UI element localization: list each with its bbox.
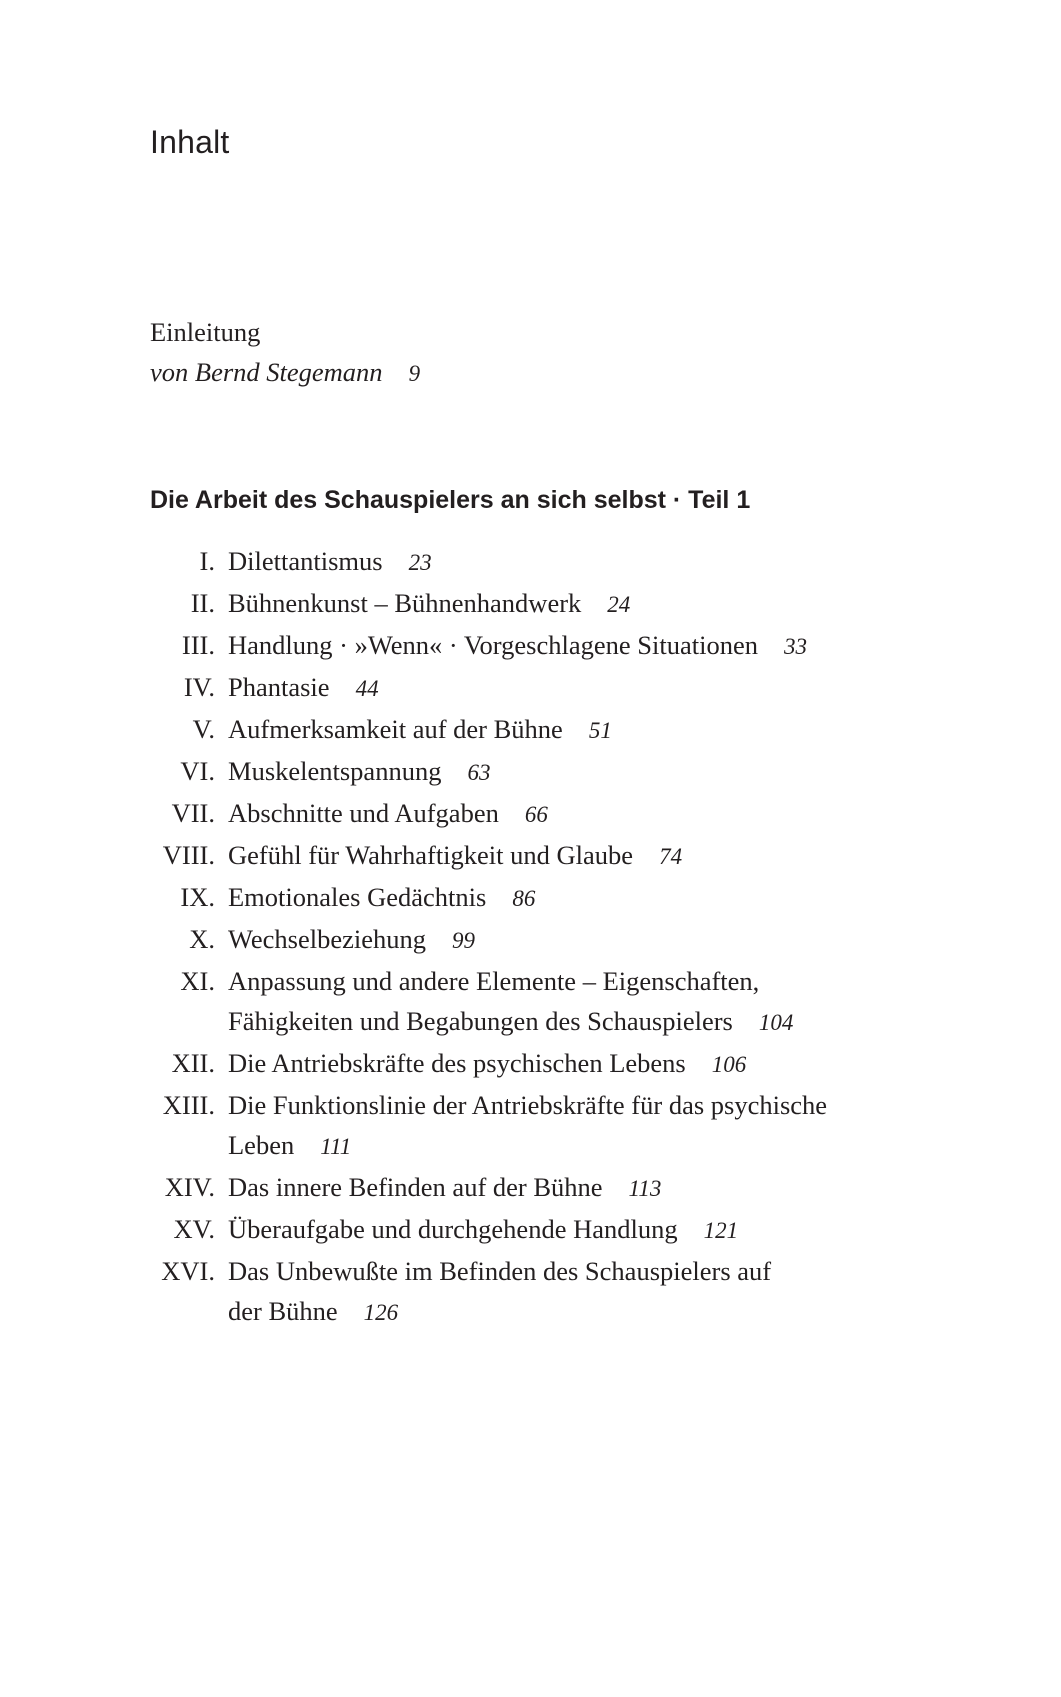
chapter-title: Abschnitte und Aufgaben [228,798,499,828]
chapter-number: I. [199,546,215,576]
chapter-title-line [215,1085,910,1167]
chapter-title: Anpassung und andere Elemente – Eigenschaften, [228,966,760,996]
chapter-title: Wechselbeziehung [228,924,426,954]
chapter-page-number: 74 [659,844,683,869]
chapter-number: XII. [171,1048,215,1078]
chapter-number: IX. [180,882,215,912]
toc-entry [150,751,910,793]
chapter-page-number: 126 [363,1300,399,1325]
toc-entry [150,793,910,835]
toc-entry [150,583,910,625]
chapter-title: Gefühl für Wahrhaftigkeit und Glaube [228,840,634,870]
chapter-title-line [215,1209,910,1251]
chapter-title-line [215,1043,910,1085]
chapter-page-number: 24 [607,592,631,617]
toc-entry [150,667,910,709]
chapter-number: XVI. [161,1256,215,1286]
chapter-title: Muskelentspannung [228,756,442,786]
table-of-contents [150,541,910,1333]
chapter-title-line [215,877,910,919]
intro-author: von Bernd Stegemann [150,357,383,387]
chapter-title-line [215,625,910,667]
chapter-title-continued: Leben [228,1130,295,1160]
chapter-title: Bühnenkunst – Bühnenhandwerk [228,588,582,618]
chapter-title: Überaufgabe und durchgehende Handlung [228,1214,678,1244]
chapter-title: Die Funktionslinie der Antriebskräfte für das psychische [228,1090,828,1120]
intro-page-number: 9 [408,361,421,386]
chapter-number: II. [190,588,215,618]
chapter-page-number: 99 [452,928,475,953]
toc-entry [150,541,910,583]
toc-entry [150,961,910,1043]
chapter-title: Phantasie [228,672,330,702]
chapter-title-line [215,583,910,625]
chapter-number: XIII. [162,1090,215,1120]
page-title: Inhalt [150,124,230,160]
chapter-page-number: 51 [588,718,612,743]
intro-entry [150,312,420,394]
chapter-title: Emotionales Gedächtnis [228,882,487,912]
chapter-title: Die Antriebskräfte des psychischen Lebens [228,1048,686,1078]
chapter-title-line [215,541,910,583]
chapter-page-number: 33 [783,634,807,659]
chapter-title-line [215,751,910,793]
chapter-page-number: 86 [512,886,536,911]
chapter-page-number: 66 [524,802,548,827]
chapter-number: IV. [183,672,215,702]
toc-entry [150,877,910,919]
chapter-title-line [215,793,910,835]
chapter-number: III. [181,630,215,660]
chapter-title-line [215,1251,910,1333]
part-title: Die Arbeit des Schauspielers an sich selbst · Teil 1 [150,486,751,514]
intro-author-line [150,352,420,394]
chapter-title-line [215,919,910,961]
chapter-number: XV. [173,1214,215,1244]
toc-entry [150,835,910,877]
chapter-title: Handlung · »Wenn« · Vorgeschlagene Situationen [228,630,758,660]
toc-entry [150,919,910,961]
chapter-page-number: 104 [758,1010,794,1035]
chapter-number: X. [189,924,215,954]
chapter-page-number: 113 [628,1176,662,1201]
toc-entry [150,1209,910,1251]
chapter-title-continued: der Bühne [228,1296,338,1326]
chapter-number: V. [192,714,215,744]
chapter-page-number: 63 [467,760,491,785]
toc-entry [150,1251,910,1333]
chapter-number: VIII. [162,840,215,870]
chapter-page-number: 111 [320,1134,352,1159]
chapter-title-line [215,1167,910,1209]
chapter-number: VII. [171,798,215,828]
chapter-title-continued: Fähigkeiten und Begabungen des Schauspielers [228,1006,733,1036]
intro-title: Einleitung [150,317,261,347]
chapter-number: XI. [180,966,215,996]
chapter-page-number: 44 [355,676,379,701]
toc-entry [150,1085,910,1167]
chapter-title: Aufmerksamkeit auf der Bühne [228,714,563,744]
chapter-page-number: 23 [408,550,432,575]
chapter-title-line [215,961,910,1043]
toc-entry [150,1043,910,1085]
chapter-title-line [215,835,910,877]
chapter-title: Das innere Befinden auf der Bühne [228,1172,603,1202]
chapter-page-number: 121 [703,1218,739,1243]
chapter-number: XIV. [164,1172,215,1202]
toc-entry [150,1167,910,1209]
chapter-number: VI. [180,756,215,786]
chapter-title: Dilettantismus [228,546,383,576]
chapter-title: Das Unbewußte im Befinden des Schauspielers auf [228,1256,772,1286]
chapter-page-number: 106 [711,1052,747,1077]
toc-entry [150,709,910,751]
chapter-title-line [215,709,910,751]
toc-entry [150,625,910,667]
chapter-title-line [215,667,910,709]
